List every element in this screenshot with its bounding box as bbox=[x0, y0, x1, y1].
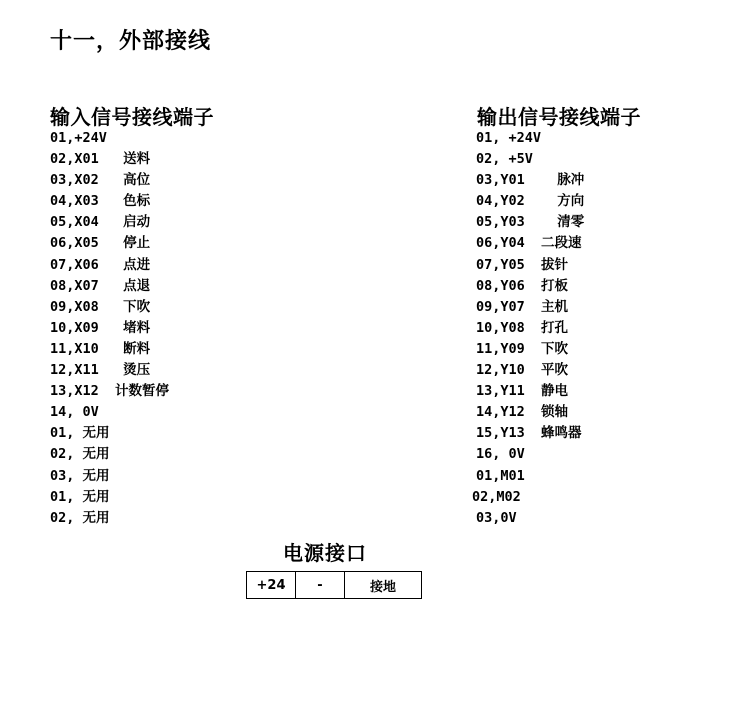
output-terminal-item: 04,Y02 方向 bbox=[476, 193, 585, 210]
input-terminal-list bbox=[50, 128, 169, 529]
input-terminal-item: 01, 无用 bbox=[50, 425, 110, 442]
input-terminal-item: 10,X09 堵料 bbox=[50, 319, 151, 336]
input-terminal-item: 14, 0V bbox=[50, 404, 99, 421]
output-terminal-item: 11,Y09 下吹 bbox=[476, 340, 569, 357]
output-terminal-item: 13,Y11 静电 bbox=[476, 383, 569, 400]
output-terminal-item: 03,0V bbox=[476, 509, 517, 526]
input-terminals-heading: 输入信号接线端子 bbox=[50, 105, 214, 129]
output-terminal-item: 02, +5V bbox=[476, 151, 533, 168]
output-terminal-item: 03,Y01 脉冲 bbox=[476, 172, 585, 189]
output-terminal-item: 08,Y06 打板 bbox=[476, 277, 569, 294]
output-terminal-item: 06,Y04 二段速 bbox=[476, 235, 582, 252]
input-terminal-item: 02, 无用 bbox=[50, 509, 110, 526]
power-interface-heading: 电源接口 bbox=[283, 541, 367, 565]
input-terminal-item: 13,X12 计数暂停 bbox=[50, 383, 170, 400]
power-cell-minus: - bbox=[296, 572, 345, 599]
input-terminal-item: 06,X05 停止 bbox=[50, 235, 151, 252]
output-terminal-item: 09,Y07 主机 bbox=[476, 298, 569, 315]
output-terminal-item: 14,Y12 锁轴 bbox=[476, 404, 569, 421]
power-interface-table bbox=[246, 571, 422, 599]
output-terminal-item: 16, 0V bbox=[476, 446, 525, 463]
input-terminal-item: 09,X08 下吹 bbox=[50, 298, 151, 315]
output-terminal-item: 01,M01 bbox=[476, 467, 525, 484]
output-terminal-list bbox=[472, 128, 585, 529]
input-terminal-item: 04,X03 色标 bbox=[50, 193, 151, 210]
input-terminal-item: 08,X07 点退 bbox=[50, 277, 151, 294]
output-terminal-item: 12,Y10 平吹 bbox=[476, 362, 569, 379]
input-terminal-item: 07,X06 点进 bbox=[50, 256, 151, 273]
input-terminal-item: 03,X02 高位 bbox=[50, 172, 151, 189]
input-terminal-item: 01,+24V bbox=[50, 130, 107, 146]
input-terminal-item: 11,X10 断料 bbox=[50, 340, 151, 357]
input-terminal-item: 05,X04 启动 bbox=[50, 214, 151, 231]
output-terminal-item: 05,Y03 清零 bbox=[476, 214, 585, 231]
input-terminal-item: 03, 无用 bbox=[50, 467, 110, 484]
input-terminal-item: 01, 无用 bbox=[50, 488, 110, 505]
output-terminals-heading: 输出信号接线端子 bbox=[477, 105, 641, 129]
power-cell-plus24: +24 bbox=[247, 572, 296, 599]
power-cell-ground: 接地 bbox=[345, 572, 422, 599]
output-terminal-item: 02,M02 bbox=[472, 488, 521, 505]
input-terminal-item: 02, 无用 bbox=[50, 446, 110, 463]
output-terminal-item: 01, +24V bbox=[476, 130, 542, 146]
output-terminal-item: 10,Y08 打孔 bbox=[476, 319, 569, 336]
output-terminal-item: 07,Y05 拔针 bbox=[476, 256, 569, 273]
input-terminal-item: 02,X01 送料 bbox=[50, 151, 151, 168]
input-terminal-item: 12,X11 烫压 bbox=[50, 362, 151, 379]
output-terminal-item: 15,Y13 蜂鸣器 bbox=[476, 425, 582, 442]
power-interface-row bbox=[247, 572, 422, 599]
page-title: 十一，外部接线 bbox=[50, 29, 212, 54]
